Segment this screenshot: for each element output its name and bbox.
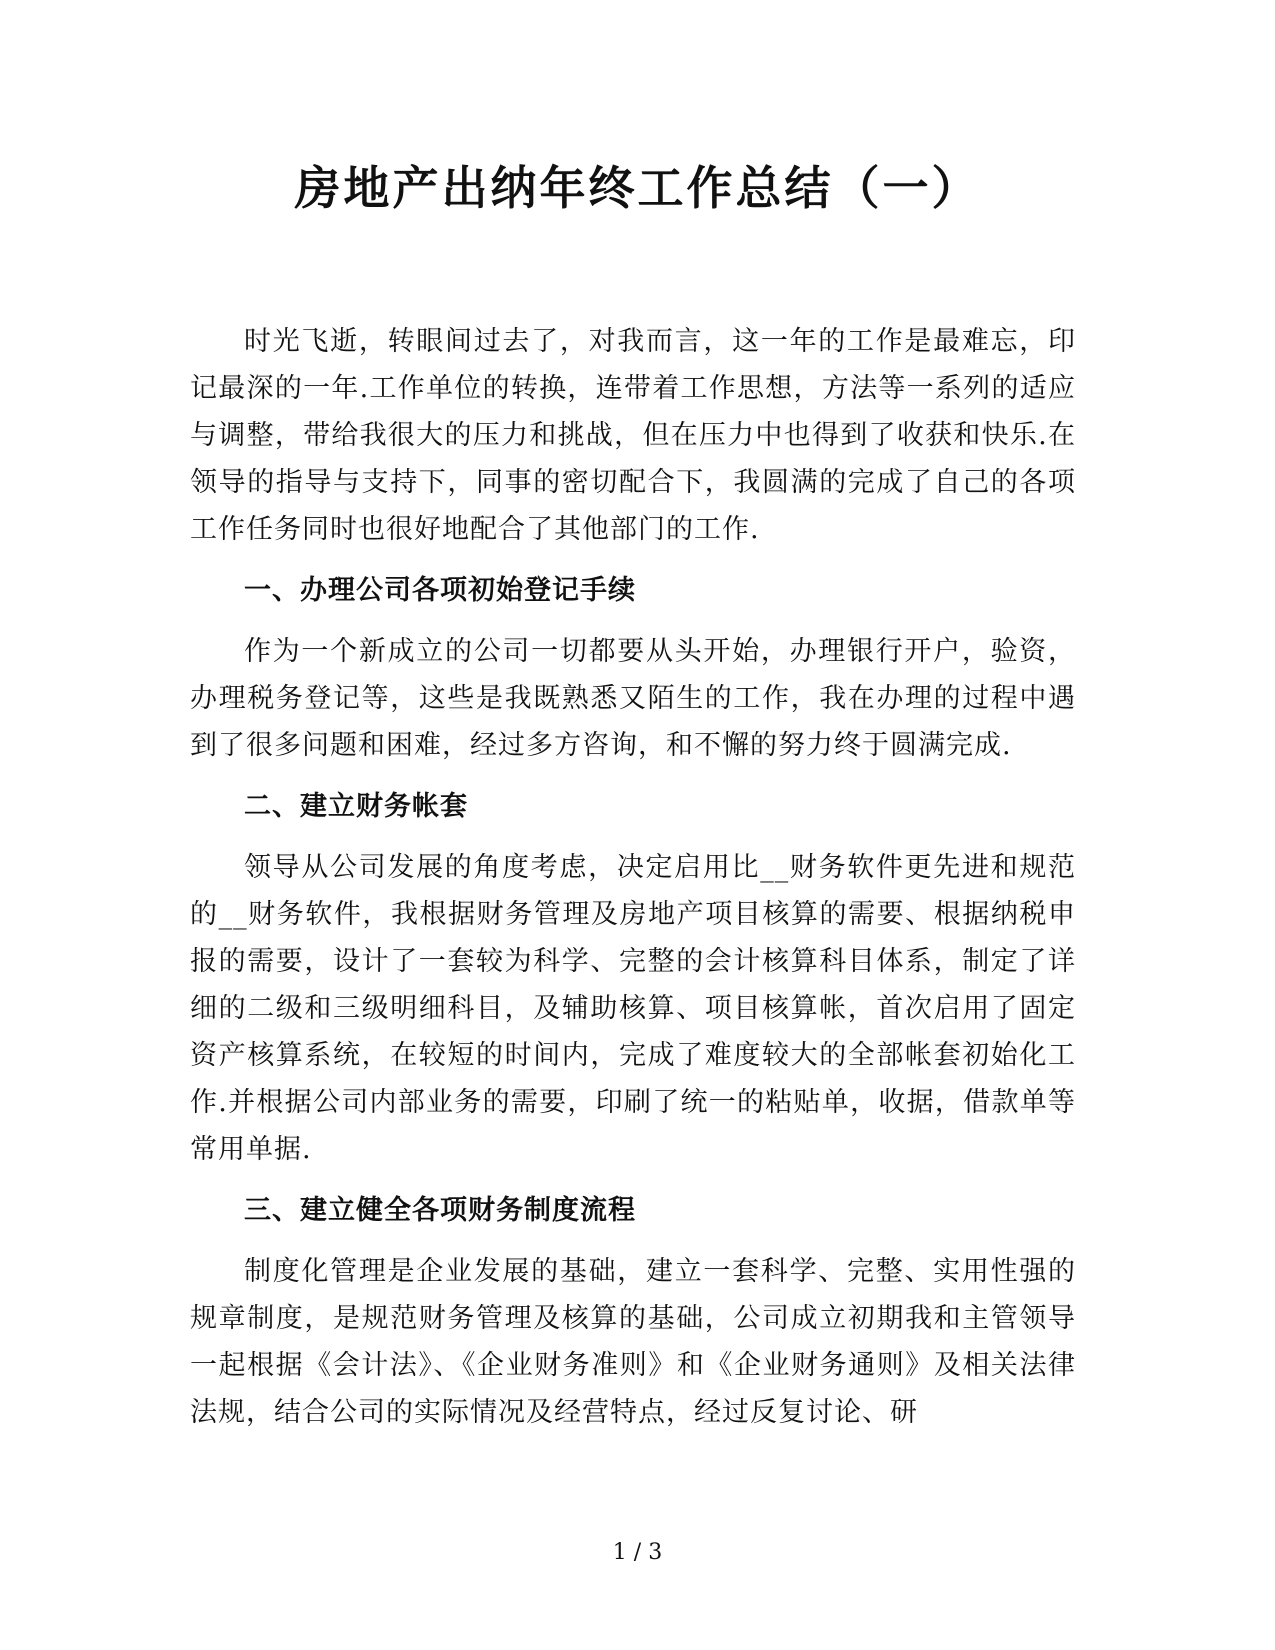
page-number: 1 / 3 (612, 1540, 663, 1565)
section-paragraph-2: 领导从公司发展的角度考虑，决定启用比__财务软件更先进和规范的__财务软件，我根据财务管理及房地产项目核算的需要、根据纳税申报的需要，设计了一套较为科学、完整的会计核算科目体系，制定了详细的二级和三级明细科目，及辅助核算、项目核算帐，首次启用了固定资产核算系统，在较短的时间内，完成了难度较大的全部帐套初始化工作.并根据公司内部业务的需要，印刷了统一的粘贴单，收据，借款单等常用单据. (190, 852, 1076, 1165)
intro-paragraph: 时光飞逝，转眼间过去了，对我而言，这一年的工作是最难忘，印记最深的一年.工作单位的转换，连带着工作思想，方法等一系列的适应与调整，带给我很大的压力和挑战，但在压力中也得到了收获和快乐.在领导的指导与支持下，同事的密切配合下，我圆满的完成了自己的各项工作任务同时也很好地配合了其他部门的工作. (190, 326, 1076, 545)
section-heading-2: 二、建立财务帐套 (244, 791, 468, 822)
document-body (190, 318, 1076, 1436)
section-paragraph-1: 作为一个新成立的公司一切都要从头开始，办理银行开户，验资，办理税务登记等，这些是我既熟悉又陌生的工作，我在办理的过程中遇到了很多问题和困难，经过多方咨询，和不懈的努力终于圆满完成. (190, 636, 1076, 761)
document-title: 房地产出纳年终工作总结（一） (294, 161, 981, 215)
section-heading-1: 一、办理公司各项初始登记手续 (244, 575, 636, 606)
section-paragraph-3: 制度化管理是企业发展的基础，建立一套科学、完整、实用性强的规章制度，是规范财务管理及核算的基础，公司成立初期我和主管领导一起根据《会计法》、《企业财务准则》和《企业财务通则》及相关法律法规，结合公司的实际情况及经营特点，经过反复讨论、研 (190, 1256, 1076, 1428)
section-heading-3: 三、建立健全各项财务制度流程 (244, 1195, 636, 1226)
